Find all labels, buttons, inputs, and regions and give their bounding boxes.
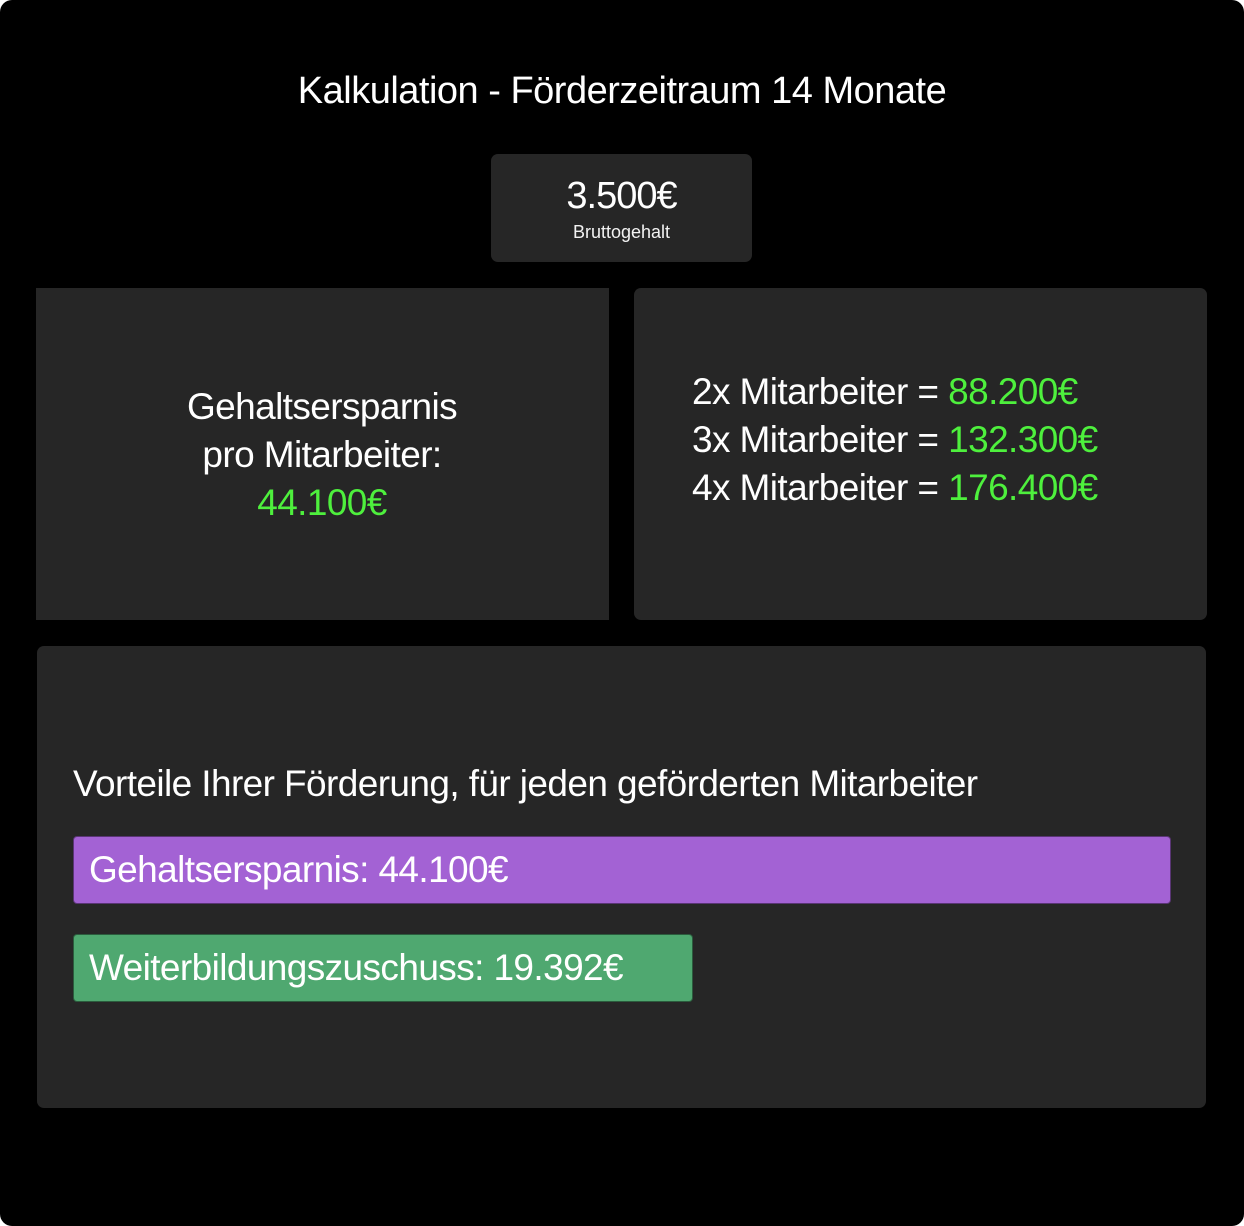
multiple-row xyxy=(692,416,1098,464)
savings-line-1: Gehaltsersparnis xyxy=(186,386,458,427)
savings-per-employee-text xyxy=(0,383,644,527)
gross-salary-value: 3.500€ xyxy=(566,175,677,217)
multiple-row xyxy=(692,464,1098,512)
multiple-value: 132.300€ xyxy=(948,419,1098,460)
multiple-label: 3x Mitarbeiter = xyxy=(692,419,939,460)
savings-value: 44.100€ xyxy=(257,482,387,523)
gross-salary-box xyxy=(491,154,752,262)
page-title: Kalkulation - Förderzeitraum 14 Monate xyxy=(297,70,947,112)
savings-line-2: pro Mitarbeiter: xyxy=(202,434,442,475)
salary-savings-bar: Gehaltsersparnis: 44.100€ xyxy=(73,836,1171,904)
training-subsidy-bar: Weiterbildungszuschuss: 19.392€ xyxy=(73,934,693,1002)
multiple-value: 88.200€ xyxy=(948,371,1078,412)
multiple-label: 2x Mitarbeiter = xyxy=(692,371,939,412)
multiple-value: 176.400€ xyxy=(948,467,1098,508)
gross-salary-label: Bruttogehalt xyxy=(572,222,671,242)
employee-multiples-list xyxy=(692,368,1098,512)
benefits-heading: Vorteile Ihrer Förderung, für jeden geförderten Mitarbeiter xyxy=(73,763,978,804)
multiple-label: 4x Mitarbeiter = xyxy=(692,467,939,508)
multiple-row xyxy=(692,368,1098,416)
